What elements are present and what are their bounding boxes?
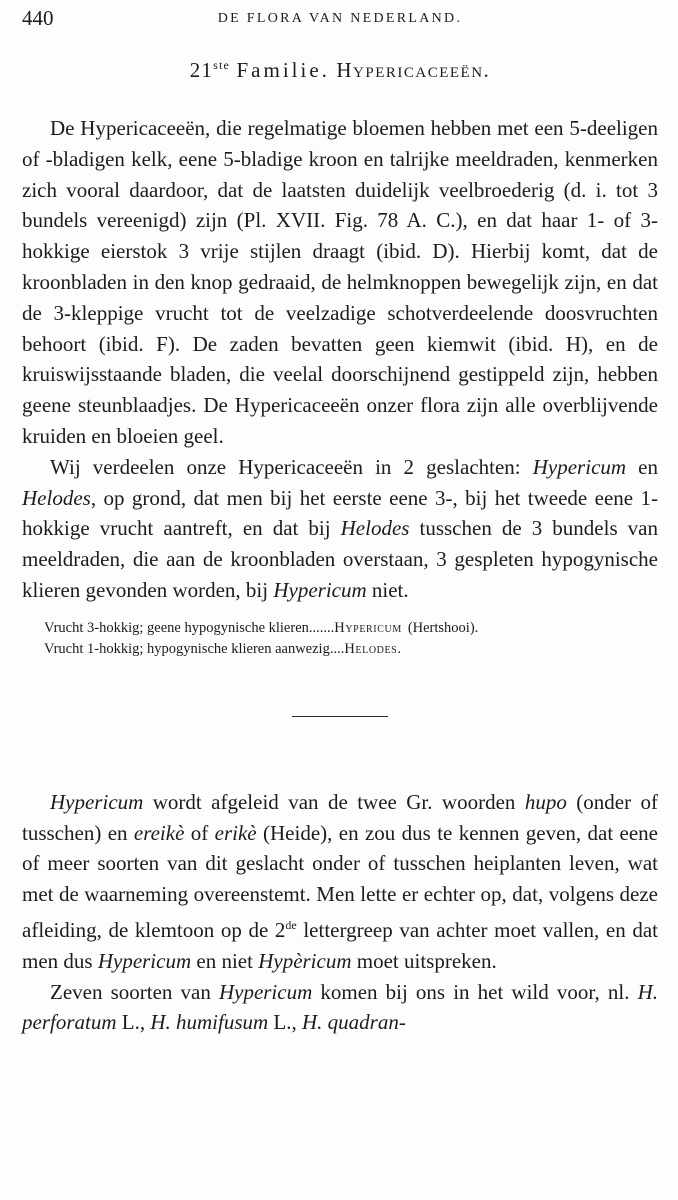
genus-name: Hypericum	[97, 948, 192, 973]
genus-name: Helodes	[22, 485, 91, 510]
greek-word: hupo	[524, 789, 567, 814]
key-row	[44, 618, 658, 639]
family-heading	[22, 58, 658, 83]
key-leader-dots: .......	[308, 619, 335, 636]
key-genus: Helodes.	[344, 640, 402, 657]
genus-name: Hypericum	[273, 577, 367, 602]
text-run: , op grond, dat men bij het eerste eene 3-, bij het tweede eene 1-hokkige vrucht aantreft, en dat bij	[22, 485, 658, 541]
section-divider	[292, 716, 388, 717]
genus-name: Hypericum	[218, 979, 313, 1004]
identification-key	[22, 618, 658, 660]
text-run: komen bij ons in het wild voor, nl.	[312, 979, 638, 1004]
greek-word: ereikè	[133, 820, 185, 845]
paragraph-species	[22, 977, 658, 1039]
genus-name: Hypèricum	[258, 948, 352, 973]
genus-name: Hypericum	[50, 789, 144, 814]
species-name: H. perforatum	[22, 979, 658, 1035]
ordinal-suffix: de	[285, 917, 297, 932]
text-run: moet uitspreken.	[351, 948, 497, 973]
species-name: H. humifusum	[150, 1010, 269, 1035]
family-ordinal-number: 21	[189, 58, 214, 82]
key-genus: Hypericum	[334, 619, 402, 636]
text-run: (onder of tusschen) en	[22, 789, 658, 845]
paragraph-genera	[22, 452, 658, 606]
genus-name: Helodes	[340, 516, 410, 541]
text-run: niet.	[366, 577, 409, 602]
greek-word: erikè	[214, 820, 257, 845]
page-number: 440	[22, 6, 54, 30]
key-description: Vrucht 1-hokkig; hypogynische klieren aanwezig	[44, 640, 330, 657]
paragraph-etymology	[22, 787, 658, 977]
running-head	[22, 0, 658, 40]
text-run: en niet	[191, 948, 259, 973]
key-leader-dots: ....	[329, 640, 345, 657]
text-run: wordt afgeleid van de twee Gr. woorden	[143, 789, 525, 814]
species-name: H. quadran-	[302, 1010, 406, 1035]
text-run: Zeven soorten van	[50, 979, 219, 1004]
text-run: en	[626, 454, 658, 479]
family-name: Hypericaceeën.	[336, 58, 491, 82]
key-common-name: (Hertshooi).	[407, 619, 479, 636]
text-run: of	[184, 820, 215, 845]
running-title: DE FLORA VAN NEDERLAND.	[217, 11, 463, 26]
text-run: tusschen de 3 bundels van meeldraden, die aan de kroonbladen overstaan, 3 gespleten hypogynische klieren gevonden worden, bij	[22, 516, 658, 602]
family-ordinal-suffix: ste	[213, 58, 231, 72]
family-ordinal	[190, 58, 230, 82]
key-description: Vrucht 3-hokkig; geene hypogynische klieren	[44, 619, 309, 636]
text-run: lettergreep van achter moet vallen, en dat men dus	[22, 917, 658, 973]
text-run: (Heide), en zou dus te kennen geven, dat eene of meer soorten van dit geslacht onder of tusschen heiplanten leven, wat met de waarneming overeenstemt. Men lette er echter op, dat, volgens deze afleiding, de klemtoon op de 2	[22, 820, 659, 942]
key-row	[44, 639, 658, 660]
text-run: L.,	[268, 1010, 302, 1035]
family-word: Familie.	[236, 58, 330, 82]
genus-name: Hypericum	[532, 454, 627, 479]
paragraph-description: De Hypericaceeën, die regelmatige bloemen hebben met een 5-deeligen of -bladigen kelk, eene 5-bladige kroon en talrijke meeldraden, kenmerken zich vooral daardoor, dat de laatsten duidelijk veelbroederig (d. i. tot 3 bundels vereenigd) zijn (Pl. XVII. Fig. 78 A. C.), en dat haar 1- of 3-hokkige eierstok 3 vrije stijlen draagt (ibid. D). Hierbij komt, dat de kroonbladen in den knop gedraaid, de helmknoppen bewegelijk zijn, en dat de 3-kleppige vrucht tot de veelzadige schotverdeelende doosvruchten behoort (ibid. F). De zaden bevatten geen kiemwit (ibid. H), en de kruiswijsstaande bladen, die veelal doorschijnend gestippeld zijn, hebben geene steunblaadjes. De Hypericaceeën onzer flora zijn alle overblijvende kruiden en bloeien geel.	[22, 116, 658, 448]
text-run: Wij verdeelen onze Hypericaceeën in 2 geslachten:	[50, 454, 533, 479]
text-run: L.,	[116, 1010, 151, 1035]
